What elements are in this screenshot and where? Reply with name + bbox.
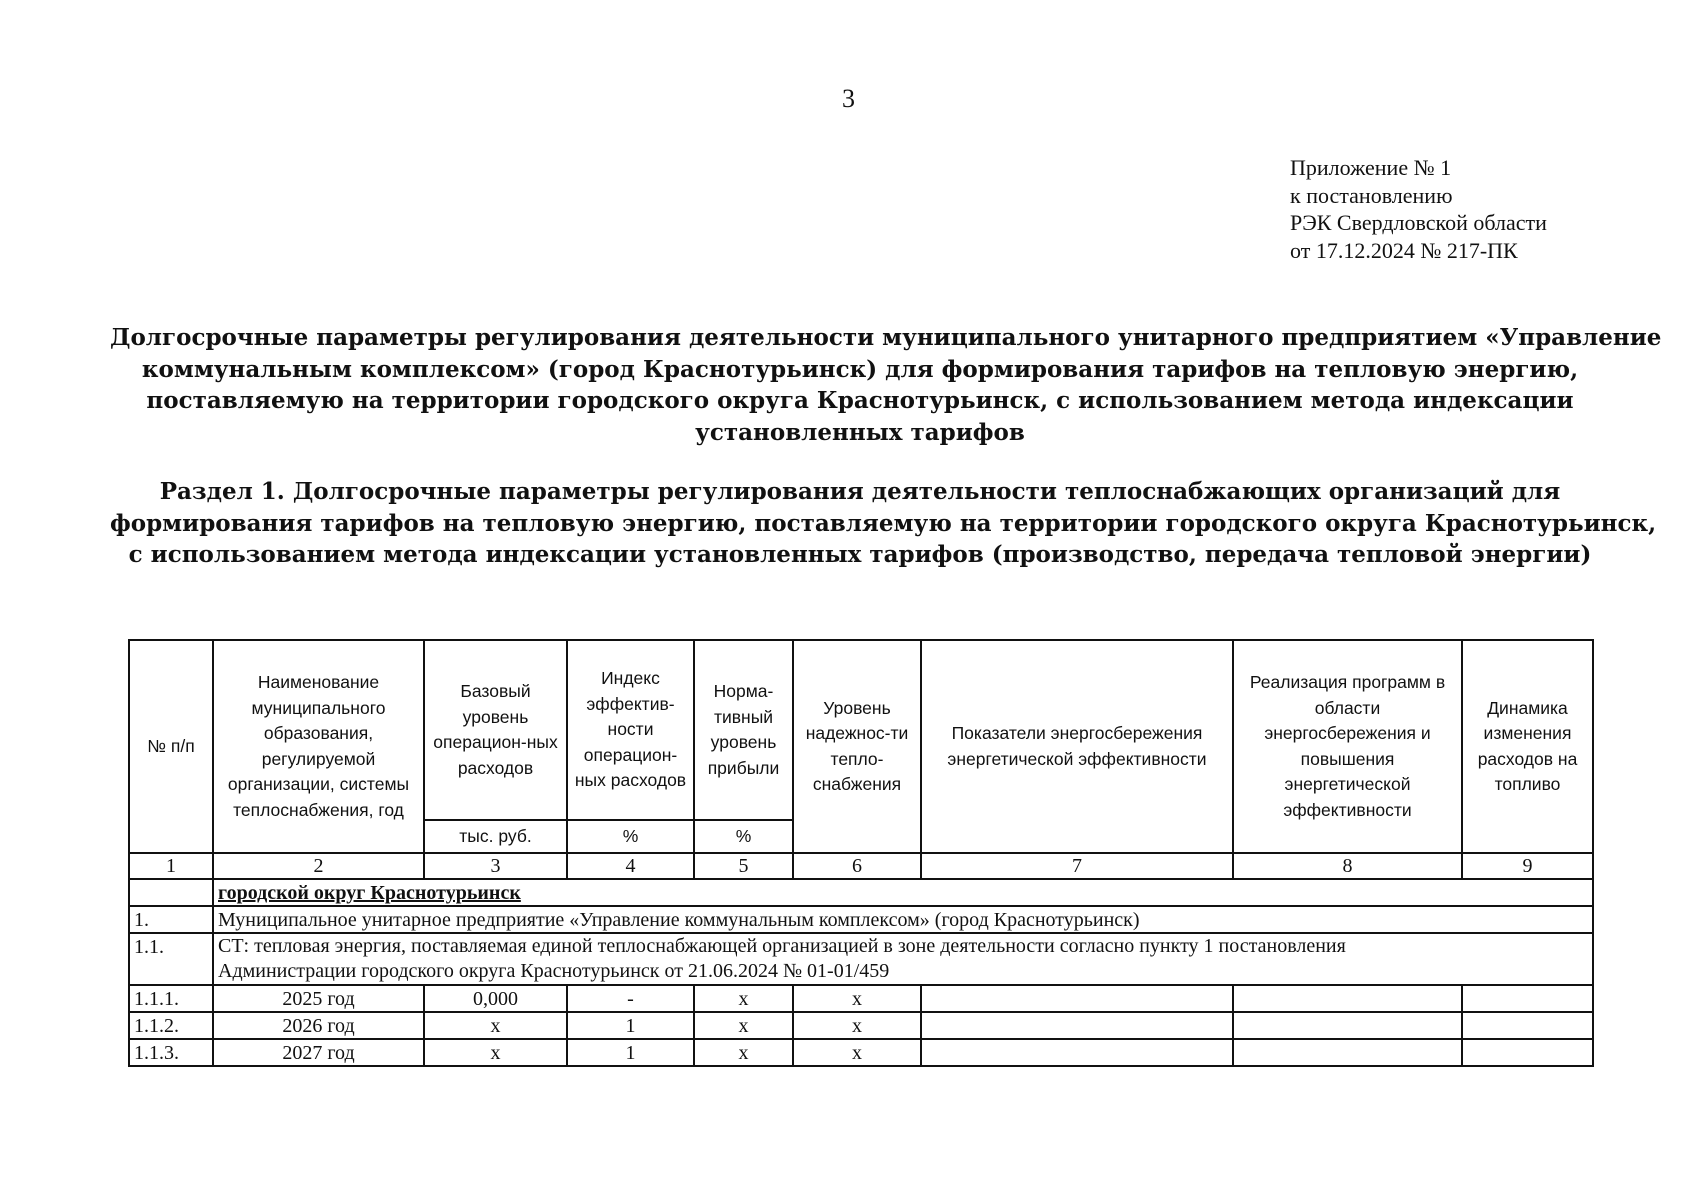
column-number: 2 (213, 853, 424, 879)
appendix-line: к постановлению (1290, 182, 1453, 208)
year-cell: 2027 год (213, 1039, 424, 1066)
document-title (110, 322, 1662, 448)
year-cell: 2026 год (213, 1012, 424, 1039)
profit-level-cell: х (694, 1039, 793, 1066)
base-opex-cell: 0,000 (424, 985, 567, 1012)
energy-saving-cell (921, 1039, 1233, 1066)
header-base-opex: Базовый уровень операцион-ных расходов (424, 640, 567, 820)
appendix-line: от 17.12.2024 № 217-ПК (1290, 237, 1518, 263)
reliability-cell: х (793, 1012, 921, 1039)
energy-saving-cell (921, 1012, 1233, 1039)
programs-cell (1233, 985, 1462, 1012)
column-number: 7 (921, 853, 1233, 879)
region-name: городской округ Краснотурьинск (218, 881, 521, 904)
header-fuel-dynamics: Динамика изменения расходов на топливо (1462, 640, 1593, 853)
row-number: 1.1.3. (129, 1039, 213, 1066)
section-line: с использованием метода индексации установленных тарифов (производство, передача тепловой энергии) (128, 541, 1592, 568)
header-row (129, 640, 1593, 820)
page-number: 3 (842, 84, 855, 113)
table-row (129, 1012, 1593, 1039)
title-line: установленных тарифов (695, 418, 1025, 446)
section-line: Раздел 1. Долгосрочные параметры регулирования деятельности теплоснабжающих организаций для (159, 478, 1561, 505)
organization-row (129, 906, 1593, 933)
system-description (213, 933, 1593, 985)
region-row (129, 879, 1593, 906)
column-number: 5 (694, 853, 793, 879)
column-number: 1 (129, 853, 213, 879)
appendix-line: РЭК Свердловской области (1290, 210, 1547, 235)
appendix-note (1290, 154, 1547, 264)
header-number: № п/п (129, 640, 213, 853)
system-description-line: СТ: тепловая энергия, поставляемая единой теплоснабжающей организацией в зоне деятельности согласно пункту 1 постановления (218, 935, 1346, 957)
fuel-dynamics-cell (1462, 985, 1593, 1012)
column-number: 6 (793, 853, 921, 879)
column-numbers-row (129, 853, 1593, 879)
header-programs: Реализация программ в области энергосбережения и повышения энергетической эффективности (1233, 640, 1462, 853)
programs-cell (1233, 1012, 1462, 1039)
header-profit-level: Норма-тивный уровень прибыли (694, 640, 793, 820)
column-number: 4 (567, 853, 694, 879)
title-line: коммунальным комплексом» (город Краснотурьинск) для формирования тарифов на тепловую энергию, (141, 355, 1579, 383)
table-row (129, 985, 1593, 1012)
base-opex-cell: х (424, 1012, 567, 1039)
title-line: Долгосрочные параметры регулирования деятельности муниципального унитарного предприятием «Управление (110, 324, 1662, 351)
row-number: 1.1.2. (129, 1012, 213, 1039)
programs-cell (1233, 1039, 1462, 1066)
energy-saving-cell (921, 985, 1233, 1012)
row-number: 1.1. (129, 933, 213, 985)
reliability-cell: х (793, 1039, 921, 1066)
system-row (129, 933, 1593, 985)
profit-level-cell: х (694, 985, 793, 1012)
parameters-table (128, 639, 1594, 1067)
section-title (110, 476, 1657, 571)
unit-cell: тыс. руб. (424, 820, 567, 853)
system-description-line: Администрации городского округа Краснотурьинск от 21.06.2024 № 01-01/459 (218, 960, 890, 982)
year-cell: 2025 год (213, 985, 424, 1012)
row-number: 1. (129, 906, 213, 933)
header-energy-saving: Показатели энергосбережения энергетической эффективности (921, 640, 1233, 853)
unit-cell: % (694, 820, 793, 853)
unit-cell: % (567, 820, 694, 853)
base-opex-cell: х (424, 1039, 567, 1066)
efficiency-index-cell: 1 (567, 1012, 694, 1039)
column-number: 9 (1462, 853, 1593, 879)
table-cell (129, 879, 213, 906)
fuel-dynamics-cell (1462, 1039, 1593, 1066)
row-number: 1.1.1. (129, 985, 213, 1012)
section-line: формирования тарифов на тепловую энергию, поставляемую на территории городского округа Краснотурьинск, (110, 509, 1657, 537)
table-row (129, 1039, 1593, 1066)
header-efficiency-index: Индекс эффектив-ности операцион-ных расходов (567, 640, 694, 820)
header-name: Наименование муниципального образования, регулируемой организации, системы теплоснабжения, год (213, 640, 424, 853)
efficiency-index-cell: 1 (567, 1039, 694, 1066)
column-number: 8 (1233, 853, 1462, 879)
header-reliability: Уровень надежнос-ти тепло-снабжения (793, 640, 921, 853)
efficiency-index-cell: - (567, 985, 694, 1012)
title-line: поставляемую на территории городского округа Краснотурьинск, с использованием метода индексации (146, 387, 1574, 414)
reliability-cell: х (793, 985, 921, 1012)
column-number: 3 (424, 853, 567, 879)
appendix-line: Приложение № 1 (1290, 155, 1452, 180)
fuel-dynamics-cell (1462, 1012, 1593, 1039)
profit-level-cell: х (694, 1012, 793, 1039)
region-cell (213, 879, 1593, 906)
organization-name: Муниципальное унитарное предприятие «Управление коммунальным комплексом» (город Краснотурьинск) (213, 906, 1593, 933)
